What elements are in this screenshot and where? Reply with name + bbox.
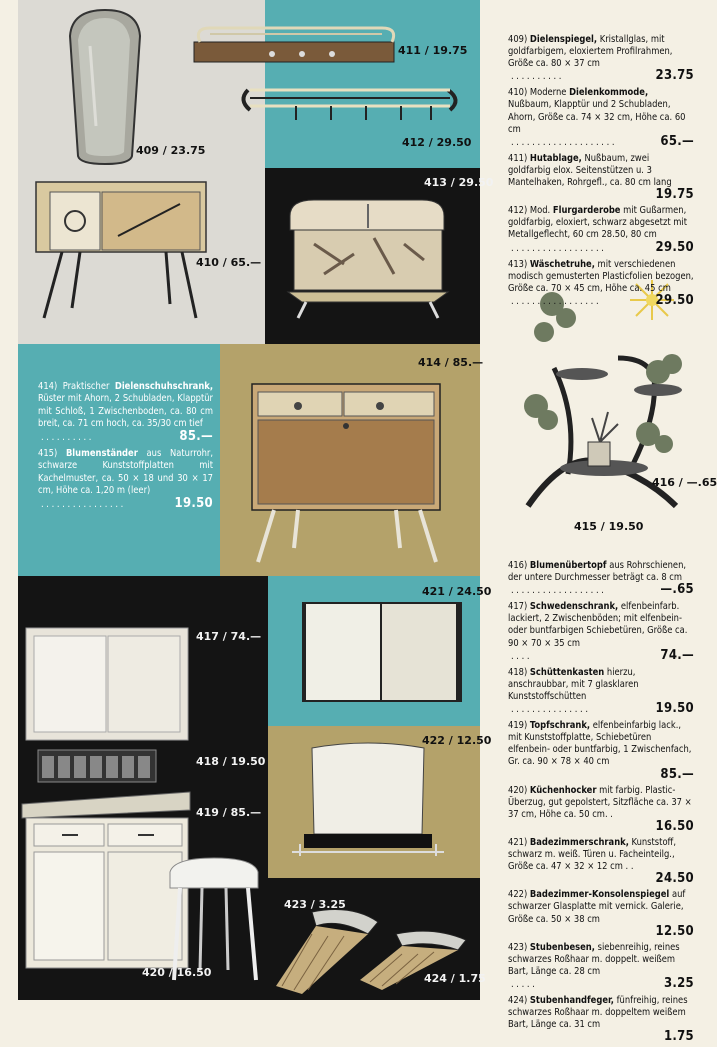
- label-412: 412 / 29.50: [402, 136, 472, 149]
- entry-price: 1.75: [663, 1029, 694, 1045]
- entry-number: 422): [508, 889, 528, 901]
- bathroom-mirror-illustration: [284, 738, 454, 864]
- entry-name: Schüttenkasten: [529, 666, 605, 678]
- entry-number: 421): [508, 836, 528, 848]
- entry-description: aus Naturrohr, schwarze Kunststoffplatten mit Kachelmuster, ca. 50 × 18 und 30 × 17 cm, Höhe ca. 1,20 m (leer): [38, 448, 214, 497]
- entry-417: [508, 601, 694, 662]
- leader-dots: . . . . . . . . . . . . . . . .: [41, 498, 124, 510]
- hat-rack-illustration: [190, 24, 402, 68]
- entry-422: [508, 889, 694, 937]
- entry-number: 414): [38, 381, 58, 392]
- entry-name: Dielenschuhschrank,: [114, 381, 214, 392]
- entry-price: 24.50: [655, 871, 694, 887]
- entry-price: 85.—: [660, 766, 694, 782]
- right-text-column-bottom: [508, 560, 694, 1047]
- entry-price: 29.50: [655, 239, 694, 255]
- entry-name: Badezimmerschrank,: [529, 836, 629, 848]
- entry-price: 65.—: [660, 133, 694, 149]
- entry-number: 418): [508, 666, 528, 678]
- entry-description: mit farbig. Plastic-Überzug, gut gepolstert, Sitzfläche ca. 37 × 37 cm, Höhe ca. 50 cm. .: [508, 784, 692, 820]
- entry-number: 412): [508, 205, 528, 217]
- entry-description: hierzu, anschraubbar, mit 7 glasklaren Kunststoffschütten: [508, 666, 639, 702]
- entry-description: Kunststoff, schwarz m. weiß. Türen u. Facheinteilg., Größe ca. 47 × 32 × 12 cm . .: [508, 836, 676, 873]
- entry-description: fünfreihig, reines schwarzes Roßhaar m. doppeltem weißem Bart, Länge ca. 31 cm: [508, 995, 688, 1031]
- entry-410: [508, 87, 694, 148]
- entry-name: Stubenbesen,: [529, 941, 595, 953]
- entry-420: [508, 785, 694, 833]
- entry-421: [508, 837, 694, 885]
- entry-description: aus Rohrschienen, der untere Durchmesser beträgt ca. 8 cm: [508, 560, 687, 584]
- entry-number: 419): [508, 720, 528, 732]
- leader-dots: . . . . . . . . . .: [511, 71, 562, 83]
- entry-price: 19.50: [174, 495, 213, 511]
- entry-418: [508, 667, 694, 716]
- entry-409: [508, 34, 694, 83]
- entry-number: 420): [508, 784, 528, 796]
- entry-name: Blumenständer: [65, 448, 138, 460]
- leader-dots: . . . . . . . . . . . . . . . . . .: [511, 585, 604, 597]
- leader-dots: . . . . . . . . . . . . . . .: [511, 704, 589, 716]
- entry-price: —.65: [660, 582, 694, 598]
- entry-number: 416): [508, 560, 528, 571]
- entry-price: 74.—: [660, 647, 694, 663]
- entry-name: Dielenspiegel,: [529, 34, 598, 45]
- entry-number: 411): [508, 152, 528, 164]
- leader-dots: . . . . . . . . . . . . . . . . .: [511, 295, 599, 307]
- entry-description: elfenbeinfarbig lack., mit Kunststoffplatte, Schiebetüren elfenbein- oder buntfarbig, 1 Zwischenfach, Gr. ca. 90 × 78 × 40 cm: [508, 720, 692, 768]
- entry-name: Badezimmer-Konsolenspiegel: [529, 889, 670, 901]
- entry-name: Blumenübertopf: [529, 560, 607, 571]
- label-413: 413 / 29.50: [424, 176, 494, 189]
- entry-413: [508, 259, 694, 308]
- entry-419: [508, 720, 694, 780]
- entry-price: 12.50: [655, 923, 694, 939]
- entry-name-prefix: Praktischer: [62, 381, 110, 392]
- entry-424: [508, 995, 694, 1043]
- label-411: 411 / 19.75: [398, 44, 468, 57]
- entry-423: [508, 942, 694, 991]
- entry-name: Wäschetruhe,: [529, 258, 595, 270]
- entry-412: [508, 205, 694, 254]
- entry-price: 19.75: [655, 187, 694, 203]
- entry-description: mit verschiedenen modisch gemusterten Plasticfolien bezogen, Größe ca. 70 × 45 cm, Höhe ca. 45 cm: [508, 258, 694, 294]
- entry-number: 410): [508, 87, 528, 99]
- leader-dots: . . . . . . . . . . . . . . . . . .: [511, 242, 604, 254]
- shoe-cabinet-illustration: [240, 376, 456, 572]
- leader-dots: . . . . . . . . . . . . . . . . . . . .: [511, 136, 615, 148]
- mid-text-block: [38, 381, 213, 515]
- entry-description: Rüster mit Ahorn, 2 Schubladen, Klapptür mit Schloß, 1 Zwischenboden, ca. 80 cm breit, ca. 71 cm hoch, ca. 35/30 cm tief: [38, 393, 213, 430]
- label-423: 423 / 3.25: [284, 898, 346, 911]
- entry-411: [508, 153, 694, 201]
- label-416: 416 / —.65: [652, 476, 717, 489]
- entry-number: 415): [38, 448, 58, 460]
- entry-name: Küchenhocker: [529, 784, 597, 796]
- entry-name-prefix: Moderne: [529, 87, 567, 99]
- entry-number: 424): [508, 995, 528, 1007]
- hall-commode-illustration: [32, 178, 212, 328]
- entry-price: 3.25: [663, 976, 694, 991]
- entry-number: 423): [508, 941, 528, 953]
- label-415: 415 / 19.50: [574, 520, 644, 533]
- entry-description: Nußbaum, Klapptür und 2 Schubladen, Ahorn, Größe ca. 74 × 32 cm, Höhe ca. 60 cm: [508, 99, 686, 135]
- entry-name: Topfschrank,: [529, 720, 591, 732]
- entry-number: 417): [508, 601, 528, 613]
- leader-dots: . . . . .: [511, 979, 535, 990]
- entry-number: 409): [508, 34, 528, 45]
- entry-416: [508, 560, 694, 597]
- right-text-column-top: [508, 34, 694, 312]
- coat-rack-illustration: [236, 80, 466, 130]
- entry-price: 85.—: [179, 428, 213, 444]
- leader-dots: . . . .: [511, 650, 530, 662]
- entry-name: Schwedenschrank,: [529, 601, 619, 613]
- entry-number: 413): [508, 258, 528, 270]
- leader-dots: . . . . . . . . . .: [41, 431, 92, 443]
- label-418: 418 / 19.50: [196, 755, 266, 768]
- bathroom-cabinet-illustration: [300, 600, 466, 706]
- label-419: 419 / 85.—: [196, 806, 262, 819]
- entry-name: Flurgarderobe: [552, 205, 621, 217]
- entry-name: Hutablage,: [529, 152, 582, 164]
- label-420: 420 / 16.50: [142, 966, 212, 979]
- entry-price: 16.50: [655, 818, 694, 834]
- entry-name: Stubenhandfeger,: [529, 995, 614, 1007]
- label-421: 421 / 24.50: [422, 585, 492, 598]
- entry-price: 29.50: [655, 292, 694, 308]
- entry-description: mit Gußarmen, goldfarbig, eloxiert, schwarz abgesetzt mit Metallgeflecht, 60 cm 28.50, 80 cm: [508, 205, 688, 241]
- entry-description: siebenreihig, reines schwarzes Roßhaar m. doppelt. weißem Bart, Länge ca. 28 cm: [508, 941, 680, 977]
- entry-description: auf schwarzer Glasplatte mit vernick. Galerie, Größe ca. 50 × 38 cm: [508, 889, 686, 925]
- entry-description: elfenbeinfarb. lackiert, 2 Zwischenböden; mit elfenbein- oder buntfarbigen Schiebetüren, Größe ca. 90 × 70 × 35 cm: [508, 601, 688, 649]
- label-409: 409 / 23.75: [136, 144, 206, 157]
- entry-description: Kristallglas, mit goldfarbigem, eloxiertem Profilrahmen, Größe ca. 80 × 37 cm: [508, 34, 673, 70]
- entry-415: [38, 448, 213, 511]
- label-414: 414 / 85.—: [418, 356, 484, 369]
- entry-name-prefix: Mod.: [529, 205, 551, 217]
- entry-description: Nußbaum, zwei goldfarbig elox. Seitenstützen u. 3 Mantelhaken, Rohrgefl., ca. 80 cm lang: [508, 152, 672, 189]
- laundry-chest-illustration: [284, 194, 452, 324]
- entry-414: [38, 381, 213, 444]
- entry-price: 23.75: [655, 68, 694, 84]
- entry-price: 19.50: [655, 701, 694, 717]
- label-417: 417 / 74.—: [196, 630, 262, 643]
- swedish-wall-cabinet-illustration: [22, 622, 192, 786]
- label-424: 424 / 1.75: [424, 972, 486, 985]
- label-422: 422 / 12.50: [422, 734, 492, 747]
- entry-name: Dielenkommode,: [569, 87, 649, 99]
- label-410: 410 / 65.—: [196, 256, 262, 269]
